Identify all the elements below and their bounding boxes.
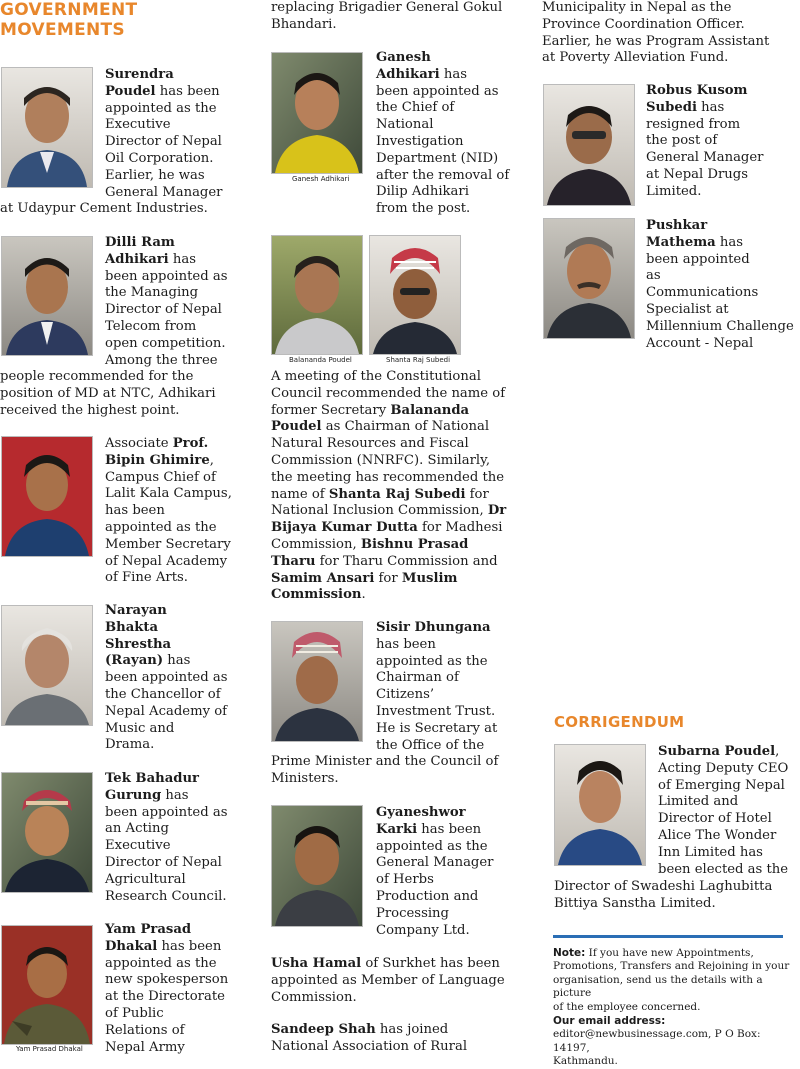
email-block [553,1015,800,1069]
text-line: appointed as the [105,100,217,116]
text-line: Earlier, he was Program Assistant [542,33,770,49]
person-name: Subedi [646,99,697,115]
text: has [439,66,468,82]
person-name: Sisir Dhungana [376,620,491,635]
text-line: the Chief of [376,100,455,116]
text: name of [271,486,329,502]
continued-text [271,0,502,34]
person-name: Surendra [105,67,174,82]
person-name: Bipin Ghimire [105,452,210,468]
text-line: been appointed as [105,804,228,820]
text-line: at Poverty Alleviation Fund. [542,50,729,66]
entry-dilli-ram-adhikari [105,235,228,369]
person-name: Subarna Poudel [658,744,776,759]
portrait-photo [271,621,363,742]
text-line: Research Council. [105,888,227,904]
text-line: an Acting [105,821,169,837]
person-name: Samim Ansari [271,570,375,586]
person-name: Shanta Raj Subedi [328,486,466,502]
portrait-photo [1,236,93,356]
text-line: the post of [646,133,718,149]
text-line: Investment Trust. [376,703,496,719]
person-name: Pushkar [646,218,708,233]
text-line: General Manager [376,855,494,871]
entry-bipin-ghimire [105,436,232,587]
text-line: Prime Minister and the Council of [271,754,499,769]
text: has [163,653,191,669]
text-line: been appointed as [105,670,228,686]
person-name: Shrestha [105,636,172,652]
entry-usha-hamal [271,956,505,1006]
text-line: Production and [376,888,479,904]
text-line: replacing Brigadier General Gokul [271,0,503,15]
text-line: Bhandari. [271,16,337,32]
text-line: Campus Chief of [105,469,216,485]
person-name: (Rayan) [105,653,164,669]
text-line: as [646,268,661,284]
text-line: Nepal Army [105,1039,185,1055]
text-line: appointed as the [376,653,488,669]
person-name: Dr [487,503,507,519]
text-line: Commission. [271,989,357,1005]
text-line: Processing [376,905,449,921]
text: for [465,486,489,502]
photo-caption: Shanta Raj Subedi [386,356,451,364]
text-line: been elected as the [658,861,789,877]
text-line: Director of Hotel [658,811,772,827]
text-line: Limited and [658,794,739,810]
text-line: of the employee concerned. [553,1000,701,1013]
text-line: Member Secretary [105,536,231,552]
text-line: of Herbs [376,872,434,888]
entry-dilli-continued [0,369,216,419]
portrait-photo [271,52,363,174]
text-line: been appointed as [105,268,228,284]
photo-caption: Yam Prasad Dhakal [16,1045,83,1053]
entry-ganesh-adhikari [376,50,509,218]
person-name: Bishnu Prasad [360,536,469,552]
portrait-photo [369,235,461,355]
text-line: the Chancellor of [105,686,221,702]
text-line: Agricultural [105,871,186,887]
text: for Madhesi [417,520,503,536]
text-line: open competition. [105,335,226,351]
entry-council-recommendation [271,369,506,604]
text-line: Citizens’ [376,687,435,703]
entry-sisir-continued [271,754,498,788]
text-line: Company Ltd. [376,922,470,938]
text-line: A meeting of the Constitutional [271,369,481,384]
text-line: appointed as the [105,519,217,535]
text-line: the meeting has recommended the [271,469,505,485]
photo-caption: Balananda Poudel [289,356,352,364]
person-name: Karki [376,821,418,837]
text: has [168,251,197,267]
portrait-photo [271,805,363,927]
text: for Tharu Commission and [315,553,498,569]
commission-name: Muslim [401,570,458,586]
text: as Chairman of National [321,419,490,435]
text-line: Lalit Kala Campus, [105,486,232,502]
portrait-photo [1,772,93,893]
person-name: Poudel [105,83,156,99]
text: has been [155,83,220,99]
text-line: Department (NID) [376,150,499,166]
text: Associate [105,436,173,451]
text-line: has been [105,503,165,519]
text-line: been appointed [646,251,750,267]
section-heading-corrigendum: CORRIGENDUM [554,713,685,731]
text-line: organisation, send us the details with a picture [553,973,763,1000]
text: has [696,99,725,115]
text-line: Director of Nepal [105,302,222,318]
text-line: Kathmandu. [553,1055,618,1068]
text-line: Specialist at [646,301,729,317]
person-name: Adhikari [105,251,169,267]
text-line: Ministers. [271,770,339,786]
section-heading-government-movements [0,0,137,40]
text: of Surkhet has been [361,956,500,971]
portrait-photo [1,436,93,557]
portrait-photo [1,67,93,188]
text-line: appointed as Member of Language [271,972,505,988]
divider-rule [553,935,783,938]
text-line: Executive [105,838,171,854]
entry-pushkar-mathema [646,218,794,352]
portrait-photo [1,925,93,1045]
portrait-photo [543,84,635,206]
photo-caption: Ganesh Adhikari [292,175,350,183]
person-name: Poudel [271,419,322,435]
person-name: Adhikari [376,66,440,82]
person-name: Narayan [105,603,167,618]
text-line: Investigation [376,133,464,149]
text-line: Municipality in Nepal as the [542,0,732,15]
text-line: Earlier, he was [105,167,205,183]
commission-name: Commission [271,587,362,603]
portrait-photo [554,744,646,866]
text-line: from the post. [376,201,471,217]
person-name: Dhakal [105,938,158,954]
text-line: Nepal Academy of [105,703,228,719]
text-line: Commission (NNRFC). Similarly, [271,452,491,468]
person-name: Gurung [105,787,162,803]
text-line: He is Secretary at [376,720,498,736]
text-line: Drama. [105,737,155,753]
person-name: Bijaya Kumar Dutta [271,520,418,536]
text-line: been appointed as [376,83,499,99]
text-line: after the removal of [376,167,510,183]
text-line: National [376,117,434,133]
text-line: Promotions, Transfers and Rejoining in your [553,960,790,973]
text-line: Account - Nepal [646,335,754,351]
person-name: Ganesh [376,50,431,65]
person-name: Gyaneshwor [376,805,466,820]
entry-tek-bahadur-gurung [105,771,228,905]
entry-narayan-bhakta-shrestha [105,603,228,754]
text-line: people recommended for the [0,369,194,384]
text-line: Council recommended the name of [271,385,506,401]
text-line: General Manager [646,150,764,166]
text: has joined [375,1022,449,1037]
text: Commission, [271,536,361,552]
text-line: Executive [105,117,171,133]
person-name: Usha Hamal [271,956,362,971]
text: has been [157,938,222,954]
entry-subarna-continued [554,879,772,913]
section-heading-line: MOVEMENTS [0,20,125,40]
person-name: Tharu [271,553,316,569]
text-line: at the Directorate [105,989,225,1005]
text-line: Limited. [646,183,702,199]
text-line: Communications [646,285,759,301]
text-line: Telecom from [105,318,197,334]
portrait-photo [1,605,93,726]
person-name: Mathema [646,234,716,250]
text-line: Bittiya Sanstha Limited. [554,895,716,911]
text-line: Oil Corporation. [105,150,214,166]
text-line: Province Coordination Officer. [542,16,745,32]
text-line: of Fine Arts. [105,570,188,586]
text-line: Director of Nepal [105,854,222,870]
text-line: Relations of [105,1022,185,1038]
text-line: the Managing [105,285,199,301]
text: If you have new Appointments, [585,947,754,959]
text-line: of Nepal Academy [105,553,228,569]
text: , [775,744,780,759]
text-line: Director of Swadeshi Laghubitta [554,879,773,894]
person-name: Sandeep Shah [271,1022,376,1037]
note-block [553,947,800,1014]
portrait-photo [543,218,635,339]
text-line: has been [376,636,436,652]
person-name: Robus Kusom [646,83,748,98]
text-line: Music and [105,720,175,736]
continued-text [542,0,769,67]
text: . [361,587,366,603]
text: former Secretary [271,402,391,418]
text-line: Director of Nepal [105,134,222,150]
email-address[interactable]: editor@newbusinessage.com, P O Box: 14197, [553,1028,761,1054]
text-line: received the highest point. [0,402,180,418]
entry-sandeep-shah [271,1022,467,1056]
text-line: of Public [105,1005,164,1021]
person-title: Prof. [172,436,209,451]
text: has [161,787,189,803]
text-line: the Office of the [376,737,485,753]
person-name: Balananda [390,402,470,418]
entry-sisir-dhungana [376,620,497,754]
email-label: Our email address: [553,1015,666,1027]
person-name: Yam Prasad [105,922,192,937]
text-line: at Nepal Drugs [646,166,748,182]
text-line: Chairman of [376,670,459,686]
entry-subarna-poudel [658,744,788,878]
person-name: Bhakta [105,619,159,635]
text: for [374,570,402,586]
text-line: at Udaypur Cement Industries. [0,201,208,216]
text: has been [417,821,482,837]
text-line: Millennium Challenge [646,318,794,334]
portrait-photo [271,235,363,355]
note-label: Note: [553,947,586,959]
text-line: Inn Limited has [658,844,763,860]
text-line: appointed as the [105,955,217,971]
section-heading-line: GOVERNMENT [0,0,138,20]
text-line: appointed as the [376,838,488,854]
text: , [209,452,214,468]
text-line: resigned from [646,116,741,132]
text-line: of Emerging Nepal [658,777,785,793]
entry-robus-kusom-subedi [646,83,763,201]
text-line: National Association of Rural [271,1038,468,1054]
text-line: Natural Resources and Fiscal [271,436,469,452]
text-line: Alice The Wonder [658,827,777,843]
text-line: Acting Deputy CEO [658,760,789,776]
text-line: Among the three [105,352,218,368]
text-line: position of MD at NTC, Adhikari [0,385,216,401]
entry-yam-prasad-dhakal [105,922,228,1056]
person-name: Dilli Ram [105,235,175,250]
entry-gyaneshwor-karki [376,805,493,939]
text: National Inclusion Commission, [271,503,488,519]
text-line: General Manager [105,184,223,200]
text-line: new spokesperson [105,972,229,988]
person-name: Tek Bahadur [105,771,199,786]
entry-surendra-poudel [105,67,222,201]
text: has [715,234,744,250]
text-line: Dilip Adhikari [376,184,469,200]
